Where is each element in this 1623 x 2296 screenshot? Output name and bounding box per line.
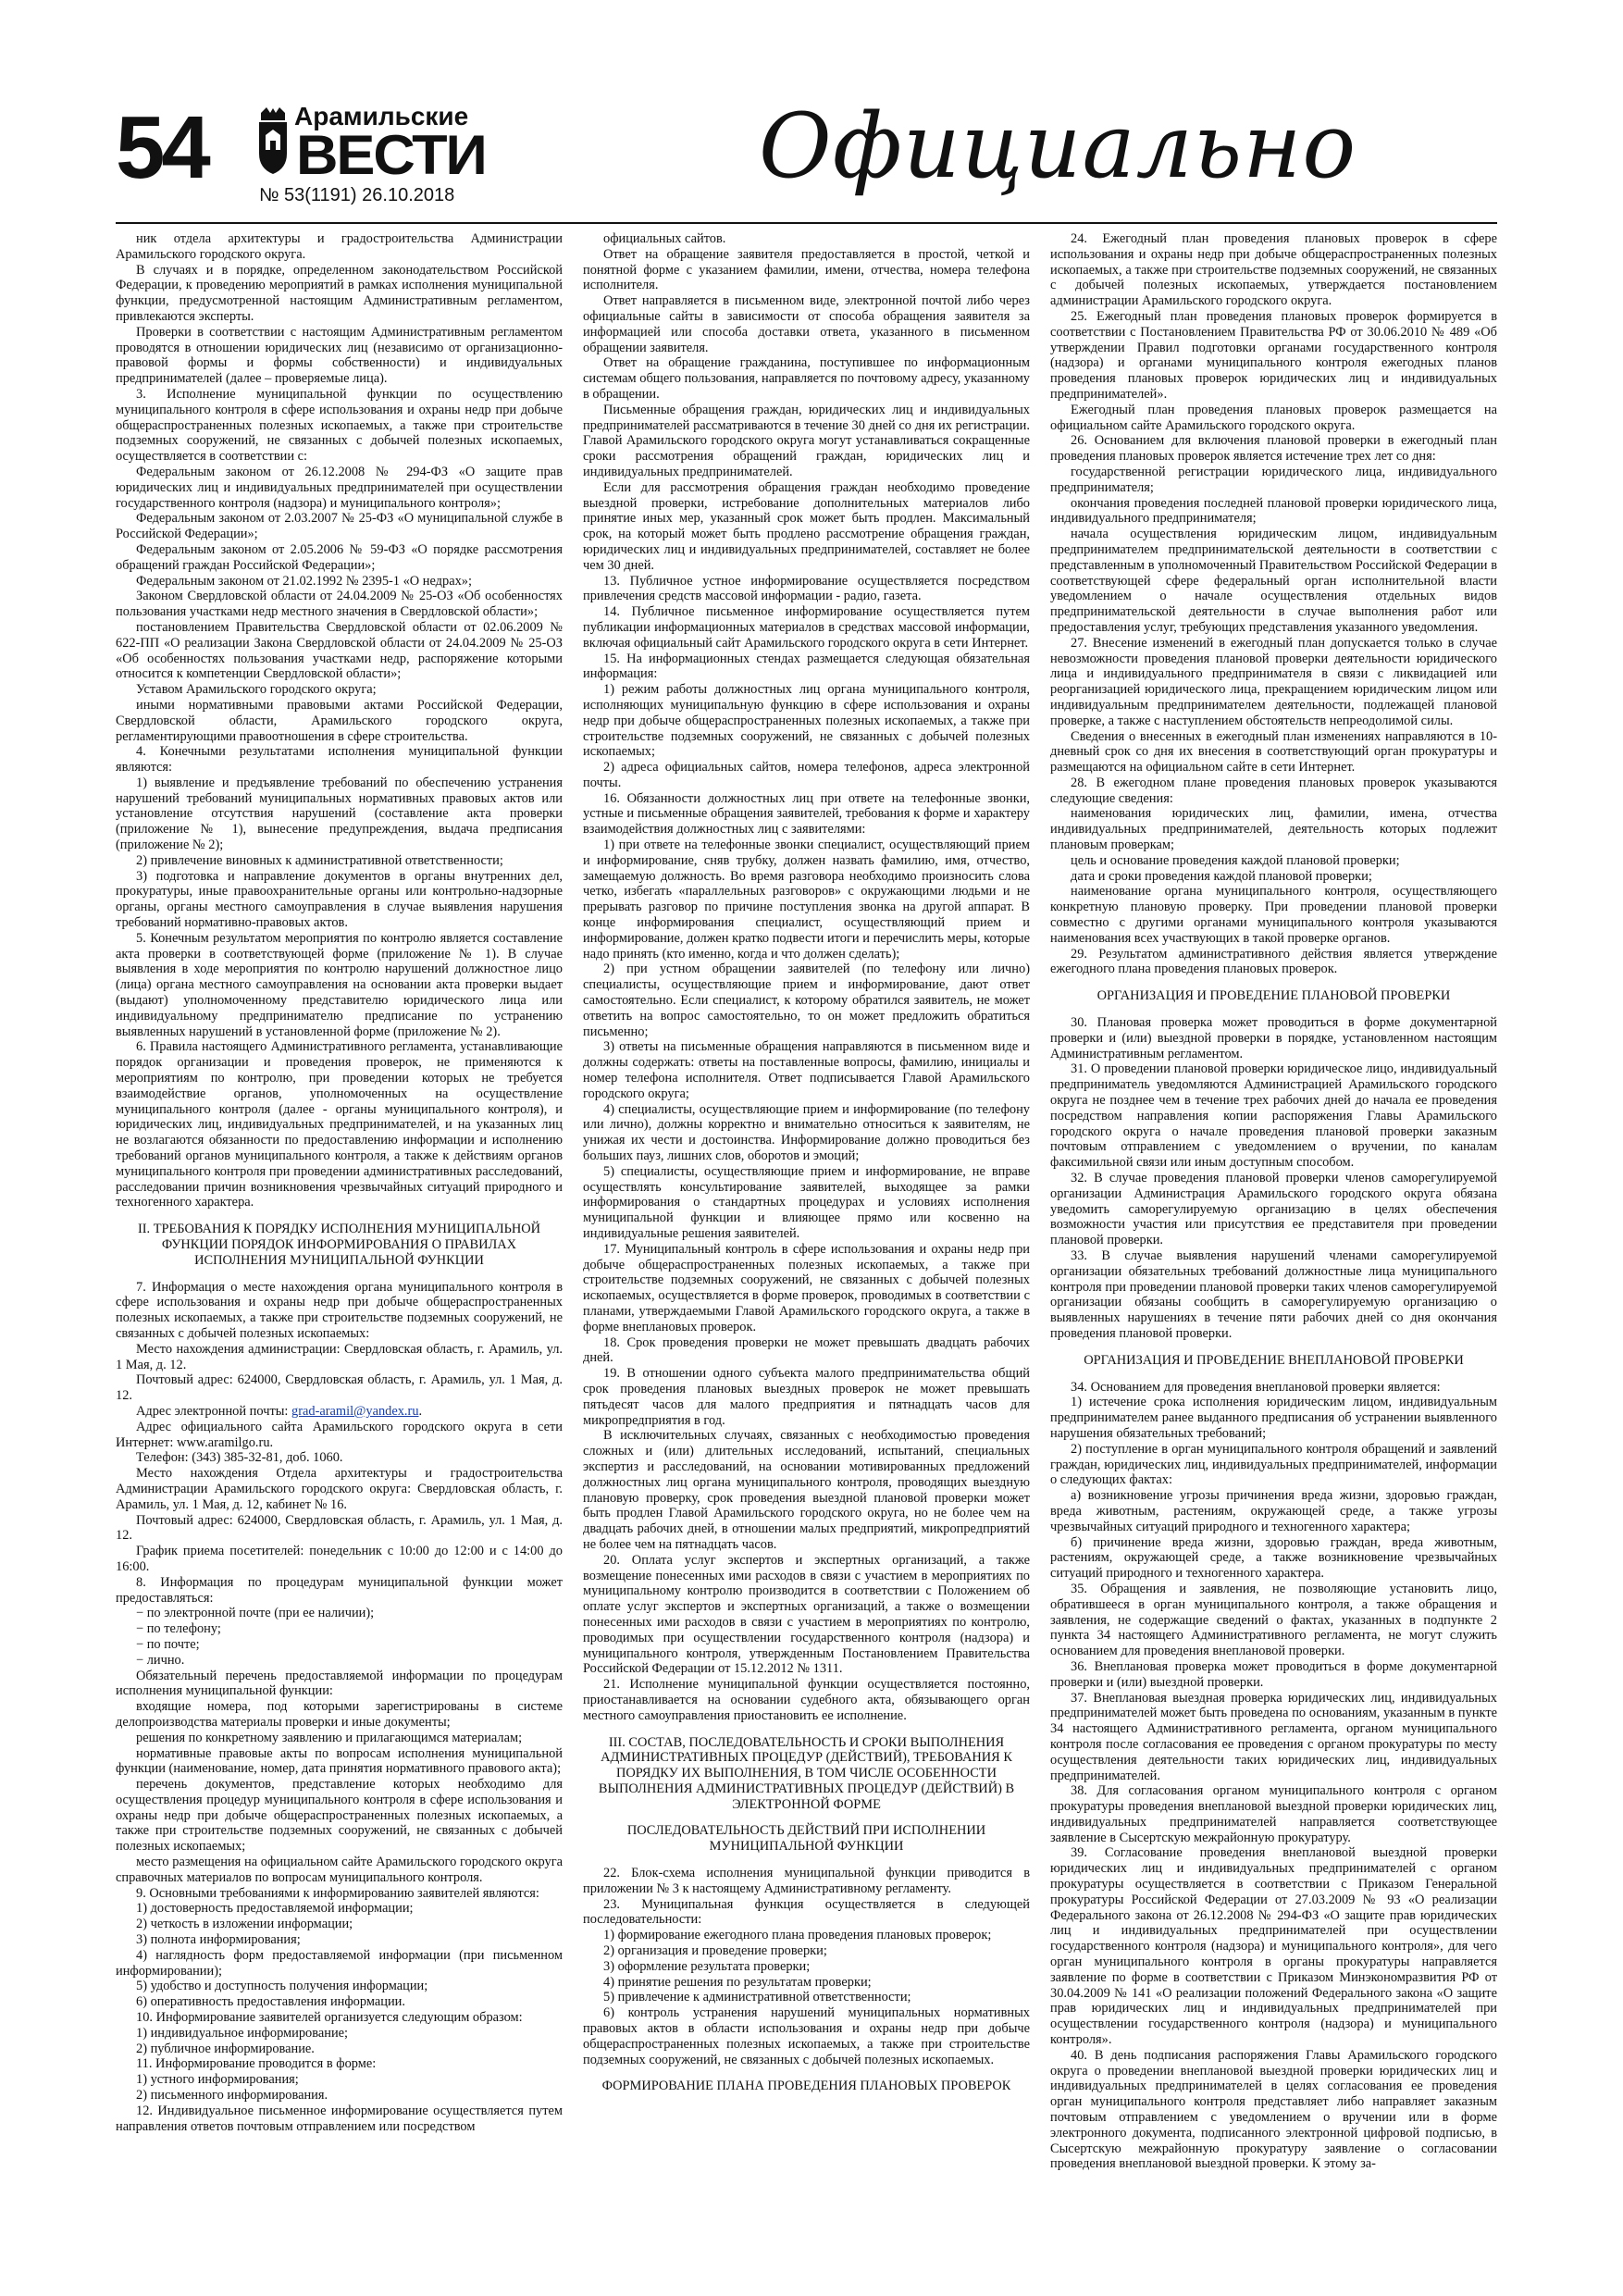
paragraph: 2) организация и проведение проверки; <box>603 1943 827 1959</box>
paragraph: − лично. <box>136 1652 185 1668</box>
paragraph: 13. Публичное устное информирование осуществляется посредством привлечения средств массовой информации - радио, газета. <box>583 573 1030 604</box>
paragraph: Если для рассмотрения обращения граждан необходимо проведение выездной проверки, истребование дополнительных материалов либо принятие иных мер, указанный срок может быть продлен. Максимальный срок, на который может быть продлено рассмотрение обращения граждан, юридических лиц и индивидуальных предпринимателей, составляет не более чем 30 дней. <box>583 479 1030 573</box>
paragraph: начала осуществления юридическим лицом, индивидуальным предпринимателем предпринимательской деятельности в соответствии с представленным в уполномоченный Правительством Российской Федерации в соответствующей сфере федеральный орган исполнительной власти уведомлением о начале осуществления отдельных видов предпринимательской деятельности в случае выполнения работ или предоставления услуг, требующих представления указанного уведомления. <box>1050 527 1497 635</box>
paragraph: 4. Конечными результатами исполнения муниципальной функции являются: <box>116 744 563 776</box>
paragraph: 4) принятие решения по результатам проверки; <box>603 1974 872 1990</box>
paragraph: а) возникновение угрозы причинения вреда жизни, здоровью граждан, вреда животным, растениям, окружающей среде, а также угрозы чрезвычайных ситуаций природного и техногенного характера; <box>1050 1488 1497 1534</box>
paragraph: место размещения на официальном сайте Арамильского городского округа справочных материалов по вопросам муниципального контроля. <box>116 1855 563 1885</box>
paragraph: 1) истечение срока исполнения юридическим лицом, индивидуальным предпринимателем ранее выданного предписания об устранении выявленного нарушения обязательных требований; <box>1050 1395 1497 1441</box>
paragraph: 23. Муниципальная функция осуществляется в следующей последовательности: <box>583 1896 1030 1928</box>
paragraph: 5) привлечение к административной ответственности; <box>603 1990 911 2005</box>
paragraph: График приема посетителей: понедельник с 10:00 до 12:00 и с 14:00 до 16:00. <box>116 1544 563 1574</box>
paragraph: 5) специалисты, осуществляющие прием и информирование, не вправе осуществлять консультирование заявителей, выходящее за рамки информирования о стандартных процедурах и условиях исполнения муниципальной функции и влияющее прямо или косвенно на индивидуальные решения заявителей. <box>583 1163 1030 1241</box>
paragraph: 28. В ежегодном плане проведения плановых проверок указываются следующие сведения: <box>1050 775 1497 806</box>
paragraph: дата и сроки проведения каждой плановой проверки; <box>1071 868 1372 884</box>
paragraph: 17. Муниципальный контроль в сфере использования и охраны недр при добыче общераспространенных полезных ископаемых, а также при строительстве подземных сооружений, не связанных с добычей полезных ископаемых, осуществляется в форме проверок, проводимых в соответствии с планами, утверждаемыми Главой Арамильского городского округа, а также в форме внеплановых проверок. <box>583 1241 1030 1334</box>
paragraph: 35. Обращения и заявления, не позволяющие установить лицо, обратившееся в орган муниципального контроля, а также обращения и заявления, не содержащие сведений о фактах, указанных в подпункте 2 пункта 34 настоящего Административного регламента, не могут служить основанием для проведения внеплановой проверки. <box>1050 1581 1497 1659</box>
newspaper-logo <box>257 104 485 196</box>
paragraph: − по телефону; <box>136 1621 221 1637</box>
paragraph: наименования юридических лиц, фамилии, имена, отчества индивидуальных предпринимателей, деятельность которых подлежит плановым проверкам; <box>1050 806 1497 853</box>
paragraph: 2) при устном обращении заявителей (по телефону или лично) специалисты, осуществляющие прием и информирование, дают ответ самостоятельно. Если специалист, к которому обратился заявитель, не может ответить на вопрос самостоятельно, то он может предложить обратиться письменно; <box>583 962 1030 1039</box>
paragraph: 2) привлечение виновных к административной ответственности; <box>136 852 503 868</box>
paragraph: официальных сайтов. <box>603 231 726 246</box>
paragraph: Федеральным законом от 2.03.2007 № 25-ФЗ «О муниципальной службе в Российской Федерации»; <box>116 511 563 542</box>
paragraph: 3. Исполнение муниципальной функции по осуществлению муниципального контроля в сфере использования и охраны недр при добыче общераспространенных полезных ископаемых, а также при строительстве подземных сооружений, не связанных с добычей полезных ископаемых, осуществляется в соответствии с: <box>116 386 563 465</box>
paragraph: 25. Ежегодный план проведения плановых проверок формируется в соответствии с Постановлением Правительства РФ от 30.06.2010 № 489 «Об утверждении Правил подготовки органами государственного контроля (надзора) и органами муниципального контроля ежегодных планов проведения плановых проверок юридических лиц и индивидуальных предпринимателей». <box>1050 308 1497 402</box>
paragraph: 6) контроль устранения нарушений муниципальных нормативных правовых актов в области использования и охраны недр при добыче общераспространенных полезных ископаемых, а также при строительстве подземных сооружений, не связанных с добычей полезных ископаемых. <box>583 2005 1030 2067</box>
paragraph: 2) поступление в орган муниципального контроля обращений и заявлений граждан, юридических лиц, индивидуальных предпринимателей, информации о следующих фактах: <box>1050 1441 1497 1488</box>
paragraph: входящие номера, под которыми зарегистрированы в системе делопроизводства материалы проверки и иные документы; <box>116 1699 563 1730</box>
paragraph: 1) индивидуальное информирование; <box>136 2025 349 2041</box>
paragraph: иными нормативными правовыми актами Российской Федерации, Свердловской области, Арамильского городского округа, регламентирующими правоотношения в сфере строительства. <box>116 697 563 744</box>
paragraph: 3) оформление результата проверки; <box>603 1958 811 1974</box>
logo-top-text: Арамильские <box>294 102 469 130</box>
paragraph: перечень документов, представление которых необходимо для осуществления процедур муниципального контроля в сфере использования и охраны недр при добыче общераспространенных полезных ископаемых, а также при строительстве подземных сооружений, не связанных с добычей полезных ископаемых; <box>116 1777 563 1855</box>
column-1 <box>116 231 563 2267</box>
paragraph: 6) оперативность предоставления информации. <box>136 1994 405 2010</box>
paragraph: Ответ на обращение заявителя предоставляется в простой, четкой и понятной форме с указанием фамилии, имени, отчества, номера телефона исполнителя. <box>583 246 1030 293</box>
paragraph: 21. Исполнение муниципальной функции осуществляется постоянно, приостанавливается на основании судебного акта, обязывающего орган местного самоуправления приостановить ее исполнение. <box>583 1677 1030 1723</box>
paragraph: 1) формирование ежегодного плана проведения плановых проверок; <box>603 1928 992 1943</box>
paragraph: В исключительных случаях, связанных с необходимостью проведения сложных и (или) длительных исследований, испытаний, специальных экспертиз и расследований, на основании мотивированных предложений должностных лиц органа муниципального контроля, проводящих выездную плановую проверку, срок проведения выездной плановой проверки может быть продлен Главой Арамильского городского округа, но не более чем на двадцать рабочих дней, в отношении малых предприятий, микропредприятий не более чем на пятнадцать часов. <box>583 1428 1030 1552</box>
paragraph: 33. В случае выявления нарушений членами саморегулируемой организации обязательных требований должностные лица муниципального контроля при проведении плановой проверки таких членов саморегулируемой организации обязаны сообщить в саморегулируемую организацию о выявленных нарушениях в течение пяти рабочих дней со дня окончания проведения плановой проверки. <box>1050 1248 1497 1341</box>
page-number: 54 <box>116 98 207 197</box>
paragraph: ник отдела архитектуры и градостроительства Администрации Арамильского городского округа. <box>116 231 563 262</box>
paragraph: Федеральным законом от 21.02.1992 № 2395-1 «О недрах»; <box>136 573 472 589</box>
paragraph: 30. Плановая проверка может проводиться в форме документарной проверки и (или) выездной проверки в порядке, установленном настоящим Административным регламентом. <box>1050 1015 1497 1061</box>
paragraph: 26. Основанием для включения плановой проверки в ежегодный план проведения плановых проверок является истечение трех лет со дня: <box>1050 433 1497 465</box>
paragraph: 14. Публичное письменное информирование осуществляется путем публикации информационных материалов в средствах массовой информации, включая официальный сайт Арамильского городского округа в сети Интернет. <box>583 604 1030 651</box>
paragraph: Ответ направляется в письменном виде, электронной почтой либо через официальные сайты в зависимости от способа обращения заявителя за информацией или способа доставки ответа, указанного в письменном обращении заявителя. <box>583 293 1030 355</box>
paragraph: Почтовый адрес: 624000, Свердловская область, г. Арамиль, ул. 1 Мая, д. 12. <box>116 1512 563 1544</box>
paragraph: 34. Основанием для проведения внеплановой проверки является: <box>1071 1379 1441 1395</box>
section-heading: ОРГАНИЗАЦИЯ И ПРОВЕДЕНИЕ ПЛАНОВОЙ ПРОВЕРКИ <box>1096 988 1451 1004</box>
paragraph: 1) при ответе на телефонные звонки специалист, осуществляющий прием и информирование, сняв трубку, должен назвать фамилию, имя, отчество, замещаемую должность. Во время разговора необходимо произносить слова четко, избегать «параллельных разговоров» с окружающими людьми и не прерывать разговор по причине поступления звонка на другой аппарат. В конце информирования специалист, осуществляющий прием и информирование, должен кратко подвести итоги и перечислить меры, которые надо принять (кто именно, когда и что должен сделать); <box>583 838 1030 962</box>
masthead <box>0 0 1623 231</box>
paragraph: 3) подготовка и направление документов в органы внутренних дел, прокуратуры, иные правоохранительные органы или контрольно-надзорные органы, органы местного самоуправления в случае выявления нарушения требований нормативно-правовых актов. <box>116 868 563 931</box>
header-rule <box>116 222 1497 224</box>
paragraph: 6. Правила настоящего Административного регламента, устанавливающие порядок организации и проведения проверок, не применяются к мероприятиям по контролю, при проведении которых не требуется взаимодействие органов, уполномоченных на осуществление муниципального контроля (далее - органы муниципального контроля), и юридических лиц, индивидуальных предпринимателей, и на указанных лиц не возлагаются обязанности по предоставлению информации и исполнению требований органов муниципального контроля, а также к действиям органов муниципального контроля при проведении административных расследований, расследовании причин возникновения чрезвычайных ситуаций природного и техногенного характера. <box>116 1039 563 1210</box>
paragraph: 2) четкость в изложении информации; <box>136 1917 353 1932</box>
paragraph: 2) письменного информирования. <box>136 2088 328 2104</box>
section-heading: III. СОСТАВ, ПОСЛЕДОВАТЕЛЬНОСТЬ И СРОКИ ВЫПОЛНЕНИЯ АДМИНИСТРАТИВНЫХ ПРОЦЕДУР (ДЕЙСТВИЙ), ТРЕБОВАНИЯ К ПОРЯДКУ ИХ ВЫПОЛНЕНИЯ, В ТОМ ЧИСЛЕ ОСОБЕННОСТИ ВЫПОЛНЕНИЯ АДМИНИСТРАТИВНЫХ ПРОЦЕДУР (ДЕЙСТВИЙ) В ЭЛЕКТРОННОЙ ФОРМЕ <box>598 1734 1015 1812</box>
paragraph: 4) наглядность форм предоставляемой информации (при письменном информировании); <box>116 1947 563 1979</box>
paragraph: 8. Информация по процедурам муниципальной функции может предоставляться: <box>116 1574 563 1606</box>
paragraph: 1) выявление и предъявление требований по обеспечению устранения нарушений требований муниципальных нормативных правовых актов или установление отсутствия нарушений (составление акта проверки (приложение № 1), вынесение предупреждения, выдача предписания (приложение № 2); <box>116 775 563 853</box>
paragraph: 20. Оплата услуг экспертов и экспертных организаций, а также возмещение понесенных ими расходов в связи с участием в мероприятиях по муниципальному контролю производится в соответствии с Положением об оплате услуг экспертов и экспертных организаций, а также о возмещении понесенных ими расходов в связи с участием в мероприятиях по контролю, проводимых при осуществлении государственного контроля (надзора) и муниципального контроля, утвержденным Постановлением Правительства Российской Федерации от 15.12.2012 № 1311. <box>583 1552 1030 1677</box>
paragraph: Адрес официального сайта Арамильского городского округа в сети Интернет: www.aramilgo.ru. <box>116 1419 563 1450</box>
paragraph: 12. Индивидуальное письменное информирование осуществляется путем направления ответов почтовым отправлением или посредством <box>116 2103 563 2134</box>
issue-number: № 53(1191) 26.10.2018 <box>259 185 455 205</box>
section-heading: ОРГАНИЗАЦИЯ И ПРОВЕДЕНИЕ ВНЕПЛАНОВОЙ ПРОВЕРКИ <box>1084 1352 1464 1368</box>
paragraph: 3) полнота информирования; <box>136 1932 301 1948</box>
paragraph: Федеральным законом от 26.12.2008 № 294-ФЗ «О защите прав юридических лиц и индивидуальных предпринимателей при осуществлении государственного контроля (надзора) и муниципального контроля»; <box>116 464 563 511</box>
paragraph: Законом Свердловской области от 24.04.2009 № 25-ОЗ «Об особенностях пользования участками недр местного значения в Свердловской области»; <box>116 589 563 620</box>
paragraph: нормативные правовые акты по вопросам исполнения муниципальной функции (наименование, номер, дата принятия нормативного правового акта); <box>116 1745 563 1777</box>
paragraph: б) причинение вреда жизни, здоровью граждан, вреда животным, растениям, окружающей среде, а также возникновение чрезвычайных ситуаций природного и техногенного характера. <box>1050 1534 1497 1582</box>
paragraph: 32. В случае проведения плановой проверки членов саморегулируемой организации Администрация Арамильского городского округа обязана уведомить саморегулируемую организацию в целях обеспечения возможности участия или присутствия ее представителя при проведении плановой проверки. <box>1050 1171 1497 1248</box>
paragraph: Письменные обращения граждан, юридических лиц и индивидуальных предпринимателей рассматриваются в течение 30 дней со дня их регистрации. Главой Арамильского городского округа могут устанавливаться сокращенные сроки рассмотрения обращений граждан, юридических лиц и индивидуальных предпринимателей. <box>583 402 1030 479</box>
paragraph: 36. Внеплановая проверка может проводиться в форме документарной проверки и (или) выездной проверки. <box>1050 1658 1497 1690</box>
email-link[interactable]: grad-aramil@yandex.ru <box>291 1403 419 1419</box>
paragraph: Ответ на обращение гражданина, поступившее по информационным системам общего пользования, направляется по почтовому адресу, указанному в обращении. <box>583 355 1030 402</box>
paragraph: 37. Внеплановая выездная проверка юридических лиц, индивидуальных предпринимателей может быть проведена по основаниям, указанным в пункте 34 настоящего Административного регламента, органом муниципального контроля после согласования ее проведения с органом прокуратуры по месту осуществления деятельности таких юридических лиц, индивидуальных предпринимателей. <box>1050 1690 1497 1783</box>
paragraph: Федеральным законом от 2.05.2006 № 59-ФЗ «О порядке рассмотрения обращений граждан Российской Федерации»; <box>116 541 563 573</box>
paragraph: 4) специалисты, осуществляющие прием и информирование (по телефону или лично), должны корректно и внимательно относиться к заявителям, не унижая их чести и достоинства. Информирование должно проводиться без больших пауз, лишних слов, оборотов и эмоций; <box>583 1101 1030 1164</box>
paragraph: Место нахождения администрации: Свердловская область, г. Арамиль, ул. 1 Мая, д. 12. <box>116 1341 563 1372</box>
paragraph: 19. В отношении одного субъекта малого предпринимательства общий срок проведения плановых выездных проверок не может превышать пятьдесят часов для малого предприятия и пятнадцать часов для микропредприятия в год. <box>583 1366 1030 1428</box>
column-3 <box>1050 231 1497 2267</box>
paragraph: 7. Информация о месте нахождения органа муниципального контроля в сфере использования и охраны недр при добыче общераспространенных полезных ископаемых, а также при строительстве подземных сооружений, не связанных с добычей полезных ископаемых: <box>116 1279 563 1341</box>
paragraph: 1) достоверность предоставляемой информации; <box>136 1901 414 1917</box>
paragraph: 15. На информационных стендах размещается следующая обязательная информация: <box>583 651 1030 682</box>
paragraph: 40. В день подписания распоряжения Главы Арамильского городского округа о проведении внеплановой выездной проверки юридических лиц и индивидуальных предпринимателей в целях согласования ее проведения орган муниципального контроля представляет либо направляет заказным почтовым отправлением с уведомлением о вручении или в форме электронного документа, подписанного электронной цифровой подписью, в Сысертскую межрайонную прокуратуру заявление о согласовании проведения внеплановой выездной проверки. К этому за- <box>1050 2047 1497 2172</box>
paragraph: 1) устного информирования; <box>136 2072 299 2088</box>
paragraph: решения по конкретному заявлению и прилагающимся материалам; <box>136 1730 523 1745</box>
paragraph: Адрес электронной почты: grad-aramil@yandex.ru. <box>136 1403 423 1419</box>
paragraph: 27. Внесение изменений в ежегодный план допускается только в случае невозможности проведения плановой проверки деятельности юридического лица и индивидуального предпринимателя в связи с ликвидацией или реорганизацией юридического лица, прекращением юридическим лицом или индивидуальным предпринимателем деятельности, подлежащей плановой проверке, а также с наступлением обстоятельств непреодолимой силы. <box>1050 635 1497 728</box>
section-title: Официально <box>759 94 1357 198</box>
paragraph: − по почте; <box>136 1636 200 1652</box>
paragraph: − по электронной почте (при ее наличии); <box>136 1606 375 1621</box>
section-heading: II. ТРЕБОВАНИЯ К ПОРЯДКУ ИСПОЛНЕНИЯ МУНИЦИПАЛЬНОЙ ФУНКЦИИ ПОРЯДОК ИНФОРМИРОВАНИЯ О ПРАВИЛАХ ИСПОЛНЕНИЯ МУНИЦИПАЛЬНОЙ ФУНКЦИИ <box>137 1222 541 1268</box>
paragraph: Телефон: (343) 385-32-81, доб. 1060. <box>136 1450 343 1466</box>
column-2 <box>583 231 1030 2267</box>
coat-of-arms-icon <box>257 107 289 176</box>
paragraph: 16. Обязанности должностных лиц при ответе на телефонные звонки, устные и письменные обращения заявителей, требования к форме и характеру взаимодействия должностных лиц с заявителями: <box>583 790 1030 838</box>
article-columns <box>116 231 1497 2267</box>
paragraph: Уставом Арамильского городского округа; <box>136 682 377 698</box>
section-heading: ФОРМИРОВАНИЕ ПЛАНА ПРОВЕДЕНИЯ ПЛАНОВЫХ ПРОВЕРОК <box>601 2079 1011 2094</box>
paragraph: 31. О проведении плановой проверки юридическое лицо, индивидуальный предприниматель уведомляются Администрацией Арамильского городского округа не позднее чем в течение трех рабочих дней до начала ее проведения посредством направления копии распоряжения Главы Арамильского городского округа о начале проведения плановой проверки заказным почтовым отправлением с уведомлением о вручении, по каналам факсимильной связи или иным доступным способом. <box>1050 1061 1497 1171</box>
paragraph: 9. Основными требованиями к информированию заявителей являются: <box>136 1885 539 1901</box>
paragraph: Ежегодный план проведения плановых проверок размещается на официальном сайте Арамильского городского округа. <box>1050 402 1497 433</box>
paragraph: 38. Для согласования органом муниципального контроля с органом прокуратуры проведения внеплановой выездной проверки юридических лиц, индивидуальных предпринимателей направляется соответствующее заявление в Сысертскую межрайонную прокуратуру. <box>1050 1783 1497 1845</box>
paragraph: 3) ответы на письменные обращения направляются в письменном виде и должны содержать: ответы на поставленные вопросы, фамилию, инициалы и номер телефона исполнителя. Ответ подписывается Главой Арамильского городского округа; <box>583 1039 1030 1101</box>
paragraph: 24. Ежегодный план проведения плановых проверок в сфере использования и охраны недр при добыче общераспространенных полезных ископаемых, а также при строительстве подземных сооружений, не связанных с добычей полезных ископаемых, утверждается постановлением администрации Арамильского городского округа. <box>1050 231 1497 309</box>
paragraph: 10. Информирование заявителей организуется следующим образом: <box>136 2010 523 2026</box>
paragraph: 5) удобство и доступность получения информации; <box>136 1979 428 1994</box>
paragraph: Обязательный перечень предоставляемой информации по процедурам исполнения муниципальной функции: <box>116 1668 563 1699</box>
paragraph: наименование органа муниципального контроля, осуществляющего конкретную плановую проверку. При проведении плановой проверки совместно с другими органами муниципального контроля указываются наименования всех участвующих в такой проверке органов. <box>1050 884 1497 946</box>
logo-main-text: ВЕСТИ <box>296 124 486 186</box>
paragraph: 11. Информирование проводится в форме: <box>136 2056 377 2072</box>
paragraph: 1) режим работы должностных лиц органа муниципального контроля, исполняющих муниципальную функцию в сфере использования и охраны недр при добыче общераспространенных полезных ископаемых, а также при строительстве подземных сооружений, не связанных с добычей полезных ископаемых; <box>583 682 1030 760</box>
paragraph: 5. Конечным результатом мероприятия по контролю является составление акта проверки в соответствующей форме (приложение № 1). В случае выявления в ходе мероприятия по контролю нарушений должностное лицо (лица) органа местного самоуправления на основании акта проверки выдает (выдают) уполномоченному представителю юридического лица или индивидуальному предпринимателю предписание по устранению выявленных нарушений в установленной форме (приложение № 2). <box>116 930 563 1039</box>
paragraph: государственной регистрации юридического лица, индивидуального предпринимателя; <box>1050 464 1497 495</box>
paragraph: Место нахождения Отдела архитектуры и градостроительства Администрации Арамильского городского округа: Свердловская область, г. Арамиль, ул. 1 Мая, д. 12, кабинет № 16. <box>116 1466 563 1512</box>
paragraph: 29. Результатом административного действия является утверждение ежегодного плана проведения плановых проверок. <box>1050 946 1497 977</box>
paragraph: 22. Блок-схема исполнения муниципальной функции приводится в приложении № 3 к настоящему Административному регламенту. <box>583 1866 1030 1896</box>
paragraph: В случаях и в порядке, определенном законодательством Российской Федерации, к проведению мероприятий в рамках исполнения муниципальной функции, предусмотренной настоящим Административным регламентом, привлекаются эксперты. <box>116 262 563 324</box>
paragraph: 2) адреса официальных сайтов, номера телефонов, адреса электронной почты. <box>583 760 1030 790</box>
paragraph: 2) публичное информирование. <box>136 2041 315 2056</box>
paragraph: постановлением Правительства Свердловской области от 02.06.2009 № 622-ПП «О реализации Закона Свердловской области от 24.04.2009 № 25-ОЗ «Об особенностях пользования участками недр, распоряжение которыми относится к компетенции Свердловской области»; <box>116 619 563 682</box>
paragraph: Сведения о внесенных в ежегодный план изменениях направляются в 10-дневный срок со дня их внесения в соответствующий орган прокуратуры и размещаются на официальном сайте в сети Интернет. <box>1050 728 1497 776</box>
paragraph: Проверки в соответствии с настоящим Административным регламентом проводятся в отношении юридических лиц (независимо от организационно-правовой формы и формы собственности) и индивидуальных предпринимателей (далее – проверяемые лица). <box>116 324 563 387</box>
section-heading: ПОСЛЕДОВАТЕЛЬНОСТЬ ДЕЙСТВИЙ ПРИ ИСПОЛНЕНИИ МУНИЦИПАЛЬНОЙ ФУНКЦИИ <box>626 1823 986 1855</box>
paragraph: цель и основание проведения каждой плановой проверки; <box>1071 852 1400 868</box>
paragraph: 39. Согласование проведения внеплановой выездной проверки юридических лиц и индивидуальных предпринимателей с органом прокуратуры осуществляется в соответствии с Приказом Генеральной прокуратуры Российской Федерации от 27.03.2009 № 93 «О реализации Федерального закона от 26.12.2008 № 294-ФЗ «О защите прав юридических лиц и индивидуальных предпринимателей при осуществлении государственного контроля (надзора) и муниципального контроля», для чего орган муниципального контроля в органы прокуратуры направляется заявление по форме в соответствии с Приказом Минэкономразвития РФ от 30.04.2009 № 141 «О реализации положений Федерального закона «О защите прав юридических лиц и индивидуальных предпринимателей при осуществлении государственного контроля (надзора) и муниципального контроля». <box>1050 1845 1497 2048</box>
paragraph: Почтовый адрес: 624000, Свердловская область, г. Арамиль, ул. 1 Мая, д. 12. <box>116 1372 563 1404</box>
paragraph: 18. Срок проведения проверки не может превышать двадцать рабочих дней. <box>583 1334 1030 1366</box>
paragraph: окончания проведения последней плановой проверки юридического лица, индивидуального предпринимателя; <box>1050 495 1497 527</box>
